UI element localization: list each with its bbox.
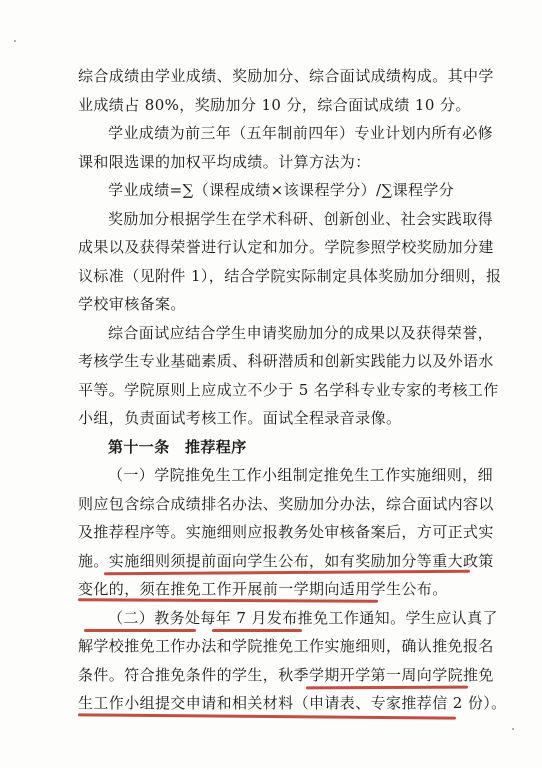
body-line: 议标准（见附件 1），结合学院实际制定具体奖励加分细则，报 (78, 266, 502, 285)
section-heading: 第十一条 推荐程序 (108, 437, 247, 456)
body-line: 业成绩占 80%，奖励加分 10 分，综合面试成绩 10 分。 (78, 95, 471, 114)
red-underline (84, 629, 196, 632)
formula-line: 学业成绩=∑（课程成绩×该课程学分）/∑课程学分 (108, 181, 455, 199)
body-line: 平等。学院原则上应成立不少于 5 名学科专业专家的考核工作 (78, 380, 499, 399)
body-line: 生工作小组提交申请和相关材料（申请表、专家推荐信 2 份）。 (78, 694, 507, 712)
scan-speck (14, 40, 16, 42)
body-line: 小组，负责面试考核工作。面试全程录音录像。 (78, 409, 402, 427)
body-line: 学业成绩为前三年（五年制前四年）专业计划内所有必修 (108, 124, 494, 142)
body-line: 成果以及获得荣誉进行认定和加分。学院参照学校奖励加分建 (78, 238, 494, 256)
body-line: （二）教务处每年 7 月发布推免工作通知。学生应认真了 (108, 608, 498, 627)
body-line: 施。实施细则须提前面向学生公布，如有奖励加分等重大政策 (78, 551, 494, 570)
body-line: 及推荐程序等。实施细则应报教务处审核备案后，方可正式实 (78, 523, 494, 541)
body-line: 课和限选课的加权平均成绩。计算方法为： (78, 152, 371, 171)
body-line: 解学校推免工作办法和学院推免工作实施细则，确认推免报名 (78, 637, 494, 655)
body-line: 则应包含综合成绩排名办法、奖励加分办法，综合面试内容以 (78, 494, 494, 513)
body-line: 综合面试应结合学生申请奖励加分的成果以及获得荣誉， (108, 323, 494, 342)
body-line: 学校审核备案。 (78, 295, 186, 313)
scan-speck (512, 728, 514, 730)
body-line: （一）学院推免生工作小组制定推免生工作实施细则，细 (108, 466, 494, 484)
red-underline (212, 629, 302, 632)
body-line: 奖励加分根据学生在学术科研、创新创业、社会实践取得 (108, 209, 494, 228)
body-line: 综合成绩由学业成绩、奖励加分、综合面试成绩构成。其中学 (78, 67, 494, 85)
body-line: 考核学生专业基础素质、科研潜质和创新实践能力以及外语水 (78, 352, 494, 370)
body-line: 条件。符合推免条件的学生，秋季学期开学第一周向学院推免 (78, 665, 494, 684)
body-line: 变化的，须在推免工作开展前一学期向适用学生公布。 (78, 580, 448, 598)
